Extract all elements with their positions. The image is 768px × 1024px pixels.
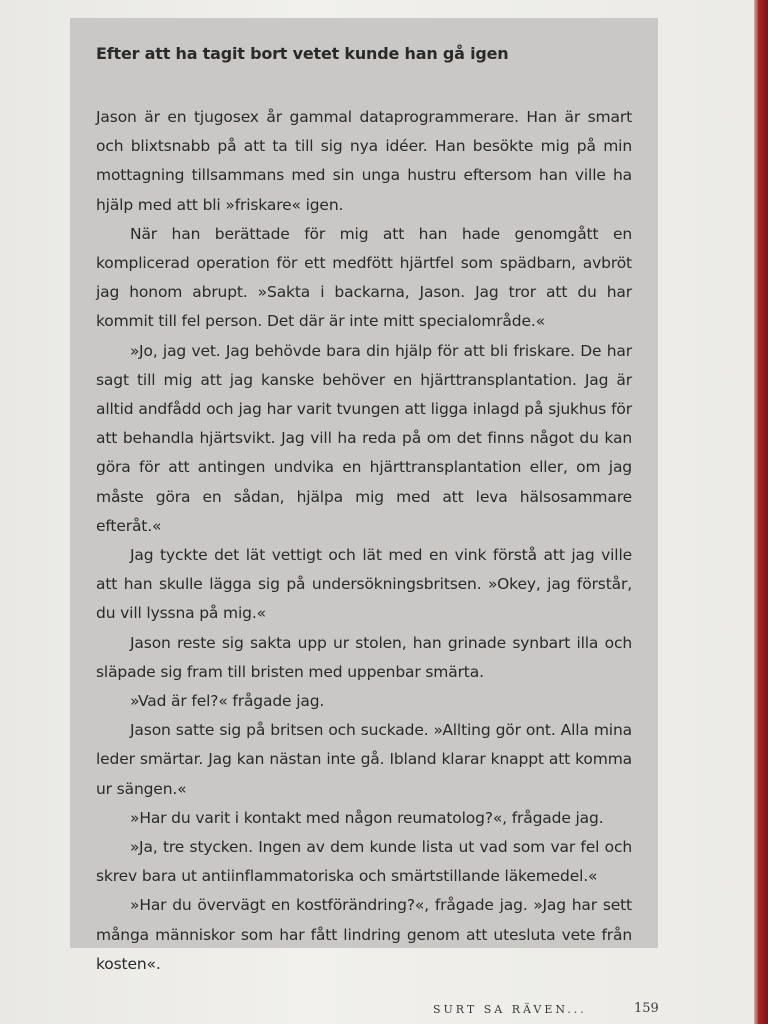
paragraph: När han berättade för mig att han hade genomgått en komplicerad operation för ett medfött hjärtfel som spädbarn, avbröt jag honom abrupt. »Sakta i backarna, Jason. Jag tror att du har kommit till fel person. Det där är inte mitt specialområde.« xyxy=(96,224,632,331)
body-text xyxy=(96,103,632,979)
page-number: 159 xyxy=(634,1001,659,1016)
sidebar-box xyxy=(70,18,658,973)
paragraph: Jag tyckte det lät vettigt och lät med en vink förstå att jag ville att han skulle lägga sig på undersökningsbritsen. »Okey, jag förstår, du vill lyssna på mig.« xyxy=(96,546,632,623)
paragraph: Jason satte sig på britsen och suckade. »Allting gör ont. Alla mina leder smärtar. Jag kan nästan inte gå. Ibland klarar knappt att komma ur sängen.« xyxy=(96,721,632,798)
paragraph: Jason är en tjugosex år gammal dataprogrammerare. Han är smart och blixtsnabb på att ta till sig nya idéer. Han besökte mig på min mottagning tillsammans med sin unga hustru eftersom han ville ha hjälp med att bli »friskare« igen. xyxy=(96,108,632,214)
box-title: Efter att ha tagit bort vetet kunde han gå igen xyxy=(96,44,509,63)
paragraph: »Vad är fel?« frågade jag. xyxy=(130,692,325,711)
paragraph: »Ja, tre stycken. Ingen av dem kunde lista ut vad som var fel och skrev bara ut antiinflammatoriska och smärtstillande läkemedel.« xyxy=(96,838,632,886)
running-head: SURT SA RÄVEN... xyxy=(433,1003,587,1016)
book-spine xyxy=(754,0,768,1024)
paragraph: Jason reste sig sakta upp ur stolen, han grinade synbart illa och släpade sig fram till bristen med uppenbar smärta. xyxy=(96,633,632,681)
paragraph: »Har du övervägt en kostförändring?«, frågade jag. »Jag har sett många människor som har fått lindring genom att utesluta vete från kosten«. xyxy=(96,896,632,973)
paragraph: »Jo, jag vet. Jag behövde bara din hjälp för att bli friskare. De har sagt till mig att jag kanske behöver en hjärttransplantation. Jag är alltid andfådd och jag har varit tvungen att ligga inlagd på sjukhus för att behandla hjärtsvikt. Jag vill ha reda på om det finns något du kan göra för att antingen undvika en hjärttransplantation eller, om jag måste göra en sådan, hjälpa mig med att leva hälsosammare efteråt.« xyxy=(96,341,632,535)
paragraph: »Har du varit i kontakt med någon reumatolog?«, frågade jag. xyxy=(130,808,604,827)
